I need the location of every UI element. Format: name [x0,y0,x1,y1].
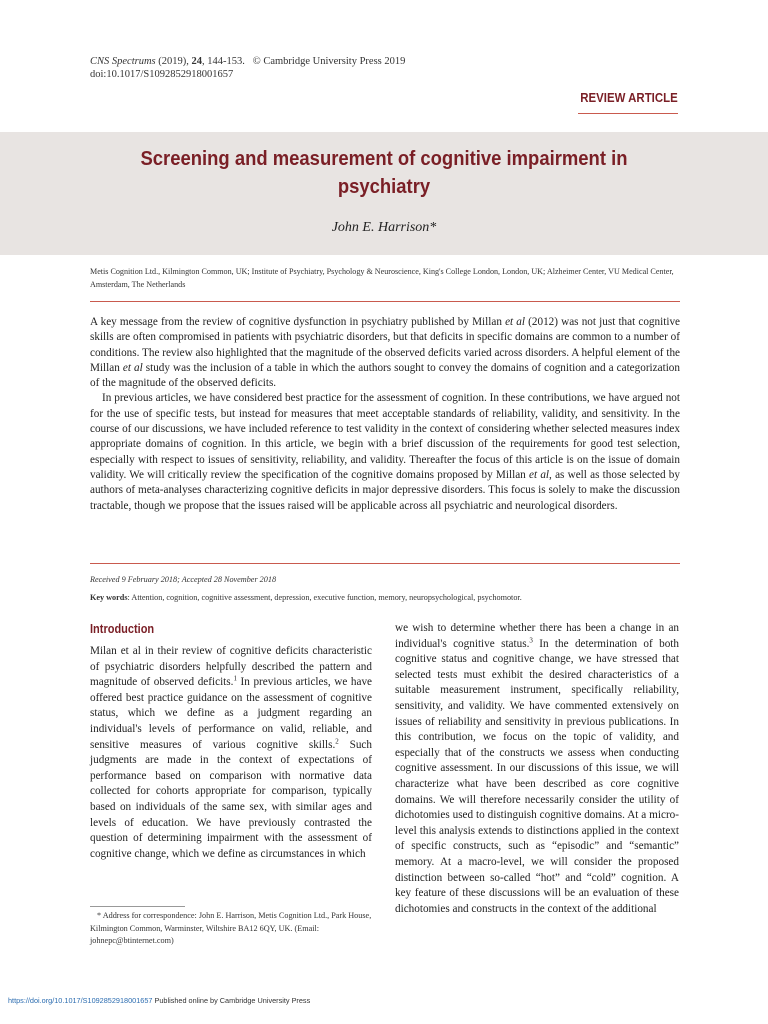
article-type-divider [578,113,678,114]
abstract-paragraph [90,391,680,513]
journal-year: (2019), [158,56,189,67]
journal-pages: , 144-153. [202,56,245,67]
keywords [90,593,680,602]
doi-link[interactable]: https://doi.org/10.1017/S1092852918001657 [8,996,153,1005]
body-text: we wish to determine whether there has been a change in an individual's cognitive status. [395,622,679,650]
abstract [90,315,680,514]
abstract-text: , as well as those selected by authors of meta-analyses characterizing cognitive deficits in major depressive disorders. This focus is solely to make the discussion tractable, though we propose that the issues raised will be applicable across all psychiatric and neurological disorders. [90,468,680,512]
abstract-text: et al [122,361,143,374]
affiliation: Metis Cognition Ltd., Kilmington Common, UK; Institute of Psychiatry, Psychology & Neuroscience, King's College London, London, UK; Alzheimer Center, VU Medical Center, Amsterdam, The Netherlands [90,267,674,289]
abstract-text: A key message from the review of cognitive dysfunction in psychiatry published by Millan [90,316,506,328]
keywords-list: : Attention, cognition, cognitive assessment, depression, executive function, memory, neuropsychological, psychomotor. [127,593,522,602]
received-dates: Received 9 February 2018; Accepted 28 November 2018 [90,575,277,584]
doi: doi:10.1017/S1092852918001657 [90,69,234,80]
keywords-label: Key words [90,593,128,602]
correspondence-footnote [90,910,372,948]
body-paragraph [395,621,679,917]
citation-line [90,55,405,68]
abstract-paragraph [90,315,680,391]
abstract-text: et al [529,468,550,481]
section-heading-introduction: Introduction [90,622,155,636]
journal-volume: 24 [191,56,202,67]
page-footer [8,996,310,1005]
body-paragraph [90,644,372,862]
body-text: Milan et al in their review of cognitive deficits characteristic of psychiatric disorders helpfully described the pattern and magnitude of observed deficits. [90,645,372,689]
reference-marker[interactable]: 2 [335,736,339,745]
abstract-top-divider [90,301,680,302]
body-text: In previous articles, we have offered best practice guidance on the assessment of cognitive status, which we define as a judgment regarding an individual's levels of performance on valid, reliable, and sensitive measures of various cognitive skills. [90,676,373,751]
article-type-label: REVIEW ARTICLE [580,90,678,105]
published-online: Published online by Cambridge University Press [152,996,311,1005]
copyright: © Cambridge University Press 2019 [252,56,406,67]
citation-header [90,55,405,81]
body-column-left [90,644,372,862]
body-column-right [395,621,679,917]
body-text: Such judgments are made in the context of expectations of performance based on comparison with normative data collected for cohorts appropriate for comparison, typically based on individuals of the same sex, with similar ages and levels of education. We have previously contrasted the question of determining impairment with the assessment of cognitive change, which we define as circumstances in which [90,738,372,860]
reference-marker[interactable]: 3 [529,635,533,644]
reference-marker[interactable]: 1 [233,674,237,683]
author-name: John E. Harrison* [331,220,437,235]
journal-name: CNS Spectrums [90,56,156,67]
abstract-text: In previous articles, we have considered best practice for the assessment of cognition. In these contributions, we have argued not for the use of specific tests, but instead for measures that meet acceptable standards of reliability, validity, and sensitivity. In the course of our discussions, we have included reference to test validity in the context of considering whether selected measures index appropriate domains of cognition. In this article, we begin with a brief discussion of the requirements for good test selection, especially with respect to issues of sensitivity, reliability, and validity. Thereafter the focus of this article is on the issue of domain validity. We will critically review the specification of the cognitive domains proposed by Millan [90,392,680,481]
footnote-text: * Address for correspondence: John E. Harrison, Metis Cognition Ltd., Park House, Kilmington Common, Warminster, Wiltshire BA12 6QY, UK. (Email: johnepc@btinternet.com) [90,911,372,945]
article-title: Screening and measurement of cognitive impairment in psychiatry [140,147,628,198]
body-text: In the determination of both cognitive status and cognitive change, we have stressed that selected tests must exhibit the desired characteristics of a suitable measurement instrument, specifically reliability, sensitivity, and validity. We have commented extensively on issues of reliability and sensitivity in previous publications. In this contribution, we focus on the topic of validity, and especially that of the constructs we assess when conducting cognitive assessment. In our discussions of this issue, we will characterize what have been described as core cognitive domains. We will therefore necessarily consider the utility of dichotomies used to distinguish cognitive domains. At a micro-level this analysis extends to distinctions applied in the context of specific constructs, such as “episodic” and “semantic” memory. At a macro-level, we will consider the proposed distinction between so-called “hot” and “cold” cognition. A key feature of these discussions will be an evaluation of these dichotomies and constructs in the context of the additional [395,637,679,915]
abstract-text: study was the inclusion of a table in which the authors sought to convey the domains of cognition and a categorization of the magnitude of the observed deficits. [90,361,680,390]
footnote-divider [90,906,185,907]
abstract-bottom-divider [90,563,680,564]
abstract-text: et al [505,316,526,328]
abstract-text: (2012) was not just that cognitive skills are often compromised in patients with psychiatric disorders, but that deficits in specific domains are common to a number of conditions. The review also highlighted that the magnitude of the observed deficits varied across disorders. A helpful element of the Millan [90,316,681,374]
